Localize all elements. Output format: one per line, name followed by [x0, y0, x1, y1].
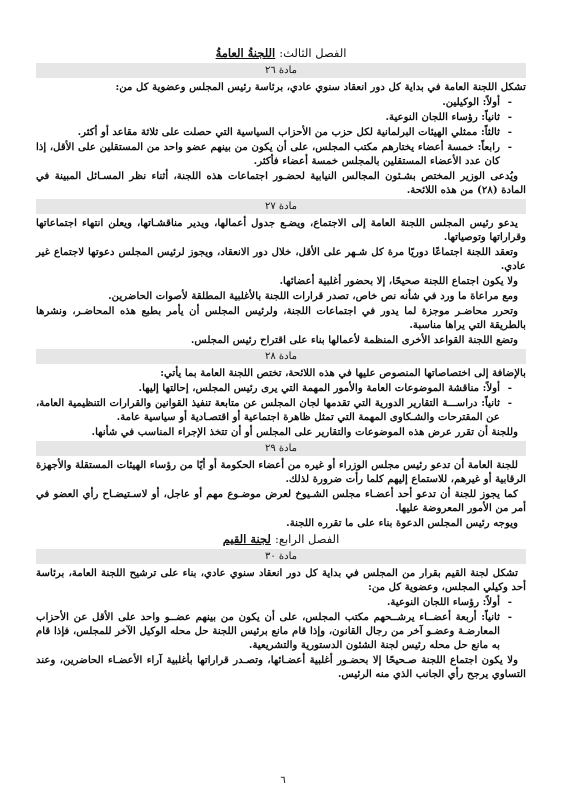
article-29-paragraph: ويوجه رئيس المجلس الدعوة بناء على ما تقرره اللجنة.	[286, 517, 518, 529]
list-item: - أولاً: مناقشة الموضوعات العامة والأمور المهمة التي يرى رئيس المجلس، إحالتها إليها.	[36, 381, 512, 395]
list-item: - رابعاً: خمسة أعضاء يختارهم مكتب المجلس، على أن يكون من بينهم عضو واحد من المستقلين على الأقل، إذا كان عدد الأعضاء المستقلين بالمجلس خمسة أعضاء فأكثر.	[36, 140, 512, 168]
article-27-paragraph: ومع مراعاة ما ورد في شأنه نص خاص، تصدر قرارات اللجنة بالأغلبية المطلقة لأصوات الحاضرين.	[108, 290, 518, 302]
chapter-3-title: اللجنةُ العامةُ	[215, 46, 276, 60]
page-number: ٦	[280, 775, 286, 786]
article-28-list	[36, 381, 526, 424]
article-26-paragraph: ويُدعى الوزير المختص بشـئون المجالس النيابية لحضـور اجتماعات هذه اللجنة، أثناء نظر المسـائل المبينة في المادة (٢٨) من هذه اللائحة.	[36, 170, 526, 196]
article-26-intro: تشكل اللجنة العامة في بداية كل دور انعقاد سنوي عادي، برئاسة رئيس المجلس وعضوية كل من:	[115, 81, 526, 93]
list-item: - أولاً: رؤساء اللجان النوعية.	[36, 595, 512, 609]
list-item: - ثالثاً: ممثلي الهيئات البرلمانية لكل حزب من الأحزاب السياسية التي حصلت على ثلاثة مقاعد أو أكثر.	[36, 125, 512, 139]
chapter-3-lead: الفصل الثالث:	[279, 46, 347, 60]
article-27-paragraph: وتضع اللجنة القواعد الأخرى المنظمة لأعمالها بناء على اقتراح رئيس المجلس.	[190, 334, 518, 346]
article-29-paragraph: للجنة العامة أن تدعو رئيس مجلس الوزراء أو غيره من أعضاء الحكومة أو أيًا من رؤساء الهيئات المستقلة والأجهزة الرقابية أو غيرهم، للاستماع إليهم كلما رأت ضرورة لذلك.	[36, 459, 526, 485]
list-item: - ثانياً: رؤساء اللجان النوعية.	[36, 110, 512, 124]
article-27-paragraph: ولا يكون اجتماع اللجنة صحيحًا، إلا بحضور أغلبية أعضائها.	[279, 275, 518, 287]
list-item: - أولاً: الوكيلين.	[36, 95, 512, 109]
article-27-label: مادة ٢٧	[36, 199, 526, 214]
chapter-4-heading	[36, 532, 526, 546]
article-27-paragraph: وتحرر محاضـر موجزة لما يدور في اجتماعات اللجنة، ولرئيس المجلس أن يأمر بطبع هذه المحاضـر، ونشرها بالطريقة التي يراها مناسبة.	[36, 305, 526, 331]
chapter-3-heading	[36, 46, 526, 60]
list-item: - ثانياً: أربعة أعضــاء يرشــحهم مكتب المجلس، على أن يكون من بينهم عضــو واحد على الأقل عن الأحزاب المعارضـة وعضـو آخر من رجال القانون، وإذا قام مانع برئيس اللجنة حل محله الوكيل الآخر للمجلس، فإذا قام به مانع حل محله رئيس لجنة الشئون الدستورية والتشريعية.	[36, 610, 512, 652]
list-item: - ثانياً: دراســـة التقارير الدورية التي تقدمها لجان المجلس عن متابعة تنفيذ القوانين والقرارات التنظيمية العامة، عن المقترحات والشـكاوى المهمة التي تمثل ظاهرة اجتماعية أو اقتصـادية أو سياسية عامة.	[36, 396, 512, 424]
chapter-4-title: لجنة القيم	[222, 532, 271, 546]
article-28-paragraph: وللجنة أن تقرر عرض هذه الموضوعات والتقارير على المجلس أو أن تتخذ الإجراء المناسب في شأنها.	[91, 426, 518, 438]
article-30-paragraph: ولا يكون اجتماع اللجنة صـحيحًا إلا بحضـور أغلبية أعضـائها، وتصـدر قراراتها بأغلبية آراء الأعضـاء الحاضرين، وعند التساوي يرجح رأي الجانب الذي منه الرئيس.	[36, 654, 526, 680]
article-26-label: مادة ٢٦	[36, 63, 526, 78]
article-30-intro: تشكل لجنة القيم بقرار من المجلس في بداية كل دور انعقاد سنوي عادي، بناء على ترشيح اللجنة العامة، برئاسة أحد وكيلي المجلس، وعضوية كل من:	[36, 567, 526, 593]
chapter-4-lead: الفصل الرابع:	[274, 532, 340, 546]
article-27-paragraph: يدعو رئيس المجلس اللجنة العامة إلى الاجتماع، ويضـع جدول أعمالها، ويدير مناقشـاتها، ويعلن انتهاء اجتماعاتها وقراراتها وتوصياتها.	[36, 217, 526, 243]
article-28-intro: بالإضافة إلى اختصاصاتها المنصوص عليها في هذه اللائحة، تختص اللجنة العامة بما يأتي:	[160, 367, 526, 379]
article-30-list	[36, 595, 526, 652]
article-30-label: مادة ٣٠	[36, 549, 526, 564]
article-28-label: مادة ٢٨	[36, 349, 526, 364]
article-29-label: مادة ٢٩	[36, 441, 526, 456]
article-26-list	[36, 95, 526, 168]
article-27-paragraph: وتعقد اللجنة اجتماعًا دوريًا مرة كل شـهر على الأقل، خلال دور الانعقاد، ويجوز لرئيس المجلس دعوتها لاجتماع غير عادي.	[36, 246, 526, 272]
article-29-paragraph: كما يجوز للجنة أن تدعو أحد أعضـاء مجلس الشـيوخ لعرض موضـوع مهم أو عاجل، أو لاسـتيضـاح رأي العضو في أمر من الأمور المعروضة عليها.	[36, 488, 526, 514]
